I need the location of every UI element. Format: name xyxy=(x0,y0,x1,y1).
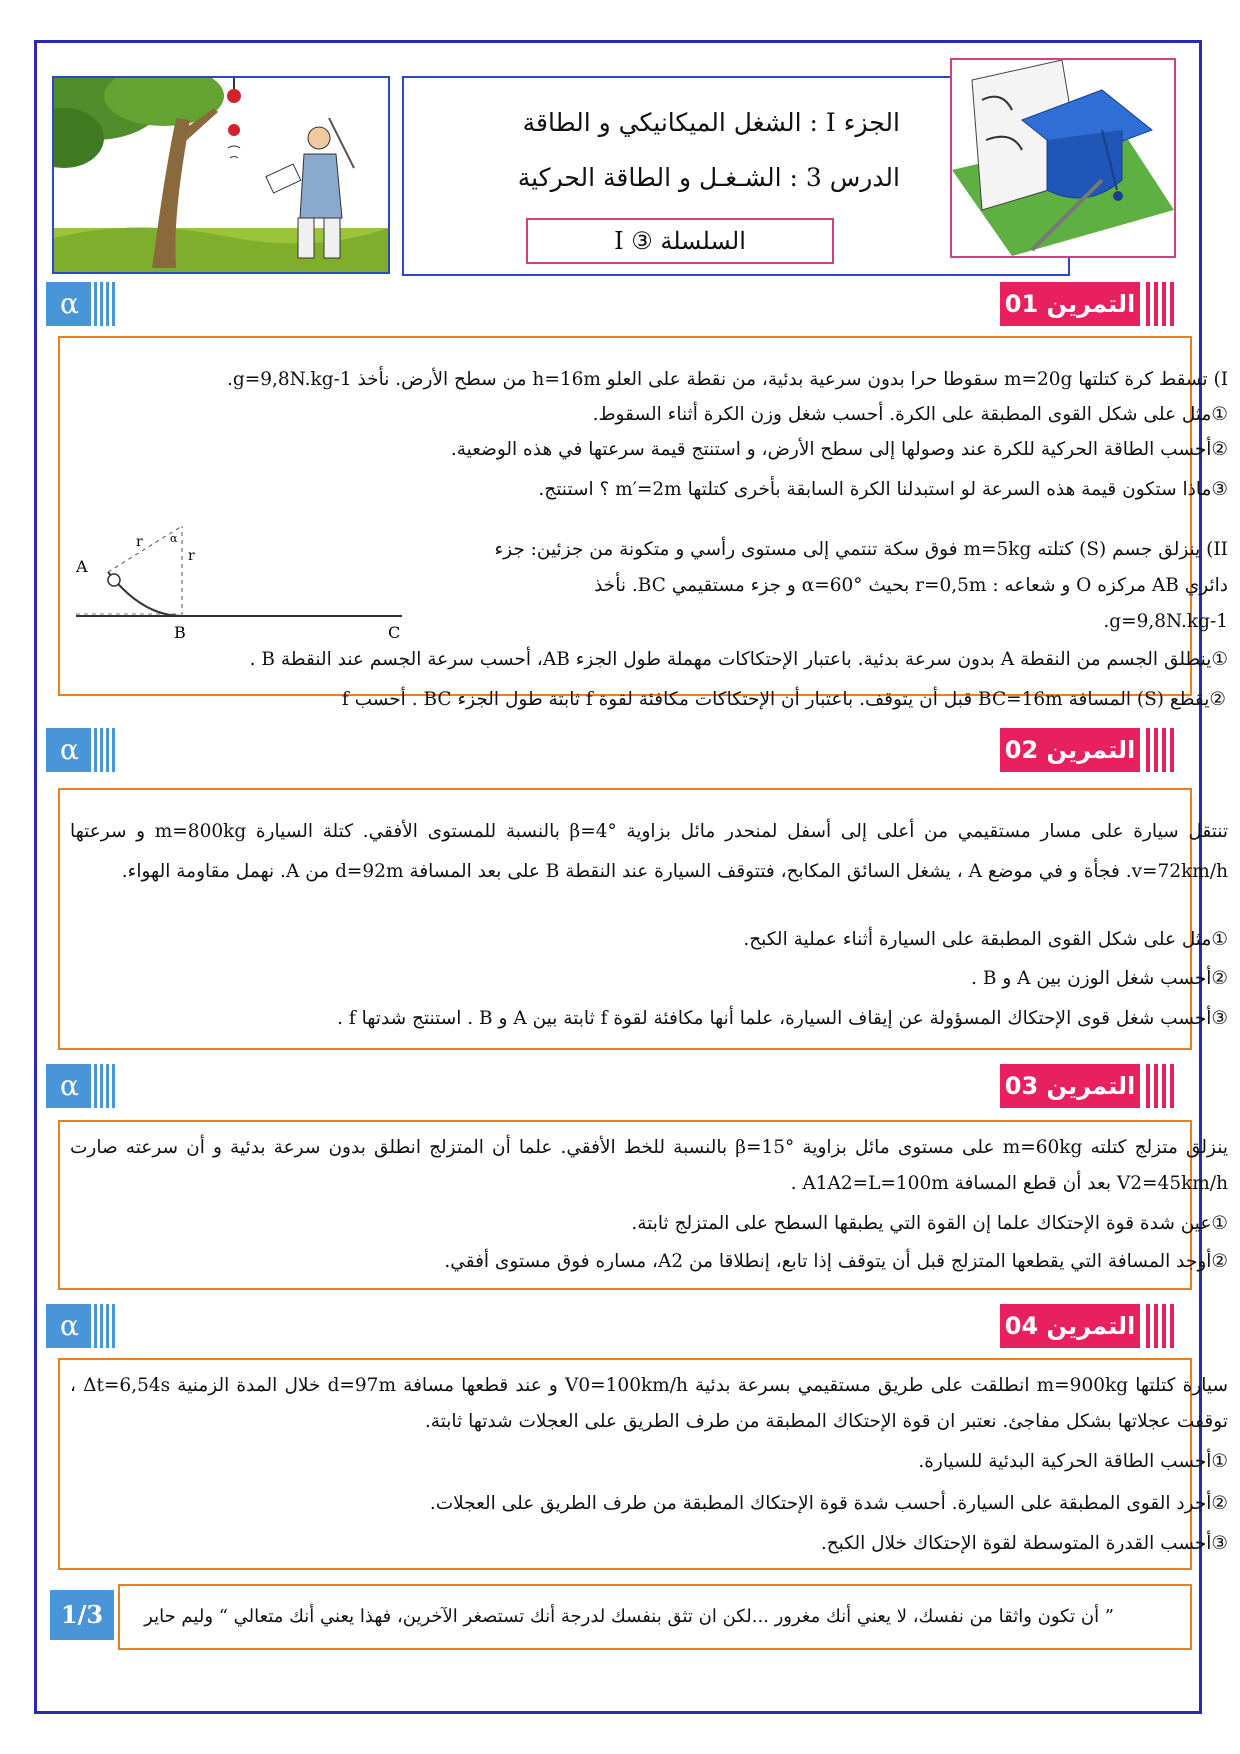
ex1-line: I) تسقط كرة كتلتها m=20g سقوطا حرا بدون سرعية بدئية، من نقطة على العلو h=16m من سطح الأرض. نأخذ g=9,8N.kg-1. xyxy=(226,369,1228,390)
page-number: 1/3 xyxy=(50,1590,114,1640)
point-C-label: C xyxy=(388,623,401,640)
track-figure xyxy=(72,520,412,640)
ex3-statement: ينزلق متزلج كتلته m=60kg على مستوى مائل بزاوية β=15° بالنسبة للخط الأفقي. علما أن المتزلج انطلق بدون سرعة بدئية و أن سرعته صارت V2=45km/h بعد أن قطع المسافة A1A2=L=100m . xyxy=(70,1137,1228,1194)
ex1-line: دائري AB مركزه O و شعاعه : r=0,5m بحيث α=60° و جزء مستقيمي BC. نأخذ xyxy=(594,575,1228,596)
ex1-line: II) ينزلق جسم (S) كتلته m=5kg فوق سكة تنتمي إلى مستوى رأسي و متكونة من جزئين: جزء xyxy=(494,539,1228,560)
ex4-line: ①أحسب الطاقة الحركية البدئية للسيارة. xyxy=(918,1451,1228,1472)
ex1-line: g=9,8N.kg-1. xyxy=(1103,611,1228,632)
ex3-line: ①عين شدة قوة الإحتكاك علما إن القوة التي يطبقها السطح على المتزلج ثابتة. xyxy=(631,1213,1228,1234)
alpha-marker: α xyxy=(46,1304,116,1348)
series-label: السلسلة ③ I xyxy=(526,218,834,264)
footer-quote: ” أن تكون واثقا من نفسك، لا يعني أنك مغرور ...لكن ان تثق بنفسك لدرجة أنك تستصغر الآخرين، فهذا يعني أنك متعالي “ وليم حاير xyxy=(144,1606,1114,1627)
ex1-line: ③ماذا ستكون قيمة هذه السرعة لو استبدلنا الكرة السابقة بأخرى كتلتها m′=2m ؟ استنتج. xyxy=(538,479,1228,500)
point-B-label: B xyxy=(174,623,186,640)
angle-label: α xyxy=(170,532,178,545)
ex4-line: ②أجرد القوى المطبقة على السيارة. أحسب شدة قوة الإحتكاك المطبقة من طرف الطريق على العجلات. xyxy=(429,1493,1228,1514)
graduation-cap-logo xyxy=(950,58,1176,258)
exercise-01-header: التمرين 01 xyxy=(1000,282,1178,326)
ex2-line: ②أحسب شغل الوزن بين A و B . xyxy=(971,968,1228,989)
ex2-line: ③أحسب شغل قوى الإحتكاك المسؤولة عن إيقاف السيارة، علما أنها مكافئة لقوة f ثابتة بين A و B . استنتج شدتها f . xyxy=(337,1008,1228,1029)
ex4-line: ③أحسب القدرة المتوسطة لقوة الإحتكاك خلال الكبح. xyxy=(820,1533,1228,1554)
ex1-line: ②يقطع (S) المسافة BC=16m قبل أن يتوقف. باعتبار أن الإحتكاكات مكافئة لقوة f ثابتة طول الجزء BC . أحسب f xyxy=(341,689,1226,710)
lesson-title: الدرس 3 : الشـغـل و الطاقة الحركية xyxy=(517,163,900,192)
exercise-03-header: التمرين 03 xyxy=(1000,1064,1178,1108)
alpha-marker: α xyxy=(46,1064,116,1108)
ex2-line: ①مثل على شكل القوى المطبقة على السيارة أثناء عملية الكبح. xyxy=(743,929,1228,950)
newton-apple-illustration xyxy=(52,76,390,274)
alpha-marker: α xyxy=(46,282,116,326)
footer-quote-box xyxy=(118,1584,1192,1650)
ex1-line: ①ينطلق الجسم من النقطة A بدون سرعة بدئية. باعتبار الإحتكاكات مهملة طول الجزء AB، أحسب سرعة الجسم عند النقطة B . xyxy=(249,649,1228,670)
ex1-line: ①مثل على شكل القوى المطبقة على الكرة. أحسب شغل وزن الكرة أثناء السقوط. xyxy=(592,404,1228,425)
ex4-statement: سيارة كتلتها m=900kg انطلقت على طريق مستقيمي بسرعة بدئية V0=100km/h و عند قطعها مسافة d=97m خلال المدة الزمنية Δt=6,54s ، توقفت عجلاتها بشكل مفاجئ. نعتبر ان قوة الإحتكاك المطبقة من طرف الطريق على العجلات شدتها ثابتة. xyxy=(70,1375,1229,1432)
part-title: الجزء I : الشغل الميكانيكي و الطاقة xyxy=(522,108,900,137)
ex2-statement: تنتقل سيارة على مسار مستقيمي من أعلى إلى أسفل لمنحدر مائل بزاوية β=4° بالنسبة للمستوى الأفقي. كتلة السيارة m=800kg و سرعتها v=72km/h. فجأة و في موضع A ، يشغل السائق المكابح، فتتوقف السيارة عند النقطة B على بعد المسافة d=92m من A. نهمل مقاومة الهواء. xyxy=(70,821,1229,882)
point-A-label: A xyxy=(76,557,88,576)
ex3-line: ②أوجد المسافة التي يقطعها المتزلج قبل أن يتوقف إذا تابع، إنطلاقا من A2، مساره فوق مستوى أفقي. xyxy=(444,1251,1228,1272)
exercise-02-header: التمرين 02 xyxy=(1000,728,1178,772)
alpha-marker: α xyxy=(46,728,116,772)
exercise-04-header: التمرين 04 xyxy=(1000,1304,1178,1348)
radius-label: r xyxy=(188,548,195,564)
radius-label: r xyxy=(136,534,143,550)
ex1-line: ②أحسب الطاقة الحركية للكرة عند وصولها إلى سطح الأرض، و استنتج قيمة سرعتها في هذه الوضعية. xyxy=(450,439,1228,460)
